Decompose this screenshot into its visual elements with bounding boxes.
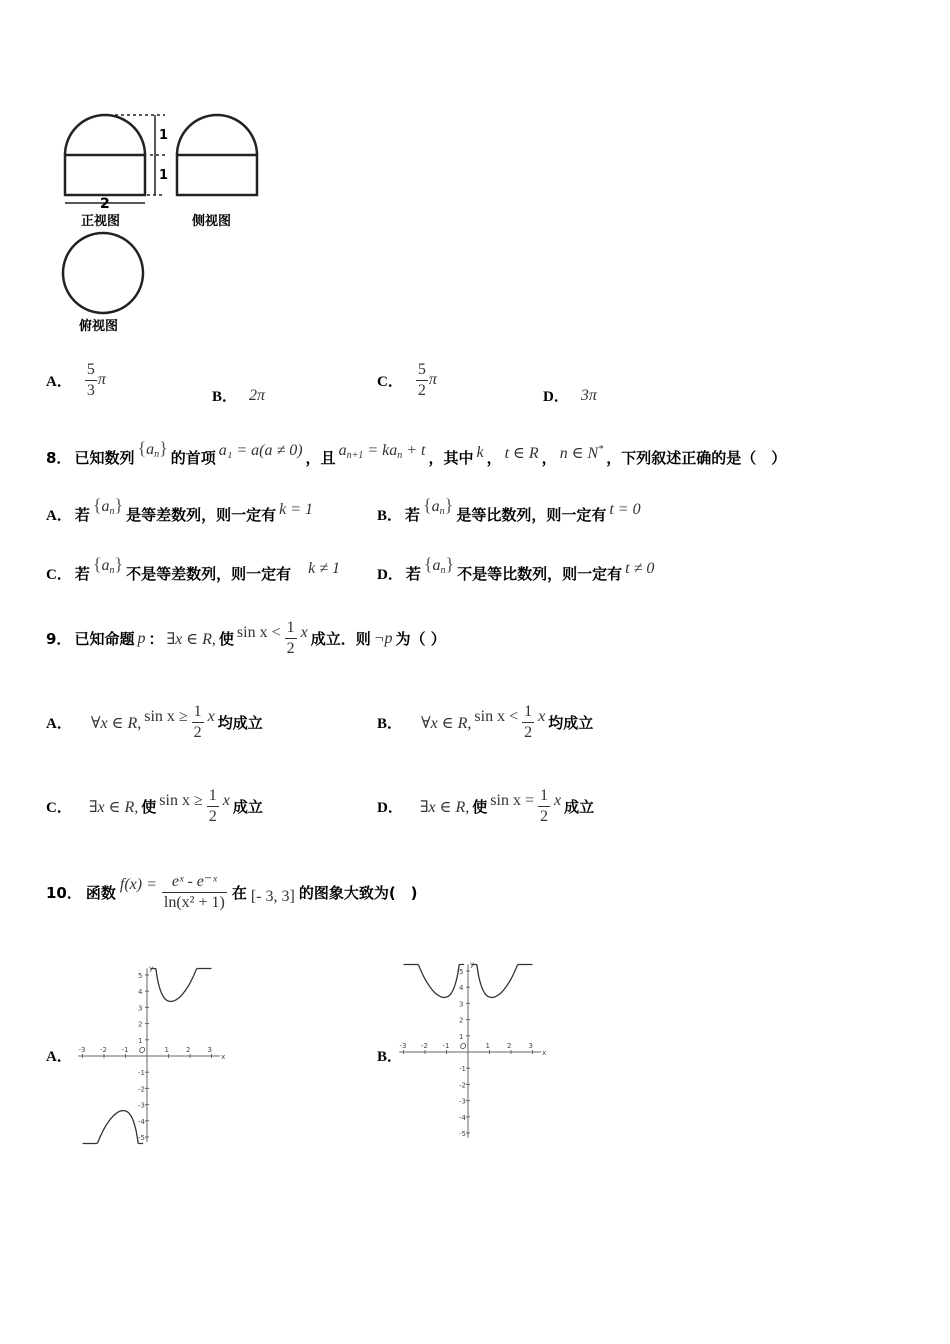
- q10-option-b[interactable]: B．: [377, 1049, 403, 1065]
- dim-width-label: 2: [100, 196, 110, 212]
- graph-a-ytick-label: 5: [138, 972, 143, 980]
- graph-a-xtick-label: -2: [100, 1046, 107, 1054]
- graph-a-ytick-label: 2: [138, 1020, 143, 1029]
- q8-option-c[interactable]: C． 若 $\{a_n\}$ 不是等差数列，则一定有 k ≠ 1: [46, 554, 341, 583]
- q10-graph-b: [399, 955, 553, 1145]
- graph-a-curve: [151, 969, 212, 1002]
- front-view-label: 正视图: [81, 214, 121, 229]
- graph-a-xtick-label: -3: [78, 1046, 86, 1054]
- q9-stem: 9． 已知命题 p ： ∃x ∈ R, 使 sin x < $\frac{1}{2}$ x 成立．则 ¬p 为（ ）: [46, 619, 446, 657]
- graph-a-ytick-label: -1: [138, 1069, 145, 1078]
- graph-a-ytick-label: 1: [138, 1036, 143, 1045]
- graph-a-curve: [83, 1111, 144, 1144]
- graph-b-origin: O: [460, 1042, 467, 1051]
- graph-b-ytick-label: -3: [459, 1097, 466, 1106]
- graph-b-xtick-label: -1: [442, 1042, 450, 1050]
- q10-function-fraction: $\frac{\text{eˣ - e⁻ˣ}}{\text{ln(x² + 1)}}$: [163, 873, 225, 911]
- graph-a-ytick-label: -4: [138, 1117, 145, 1126]
- graph-b-ytick-label: -2: [459, 1081, 466, 1090]
- q9-option-c[interactable]: C． ∃x ∈ R, 使 sin x ≥ $\frac{1}{2}$ x 成立: [46, 787, 263, 825]
- dim-bottom-label: 1: [159, 168, 169, 183]
- graph-a-origin: O: [139, 1046, 146, 1055]
- graph-b-ytick-label: -1: [459, 1065, 466, 1074]
- graph-b-ytick-label: 1: [459, 1032, 464, 1041]
- graph-a-ytick-label: -3: [138, 1101, 145, 1110]
- q8-option-b[interactable]: B． 若 $\{a_n\}$ 是等比数列，则一定有 t = 0: [377, 495, 641, 524]
- q7-option-b-letter: B．: [212, 389, 238, 405]
- q7-option-b-value: 2π: [249, 386, 266, 404]
- side-view-label: 侧视图: [192, 214, 232, 229]
- q8-first-term: a₁ = a(a ≠ 0): [218, 442, 303, 459]
- graph-b-ytick-label: -4: [459, 1113, 466, 1122]
- graph-b-ytick-label: 4: [459, 984, 464, 993]
- front-view: [65, 115, 145, 195]
- q10-graph-a: [78, 960, 232, 1145]
- q7-option-c[interactable]: C． $\frac{5}{2}$ π: [377, 361, 437, 399]
- graph-b-ytick-label: -5: [459, 1130, 466, 1138]
- q9-option-b[interactable]: B． ∀x ∈ R, sin x < $\frac{1}{2}$ x 均成立: [377, 703, 594, 741]
- q8-sequence: $\{a_n\}$: [137, 438, 168, 460]
- q7-option-d-value: 3π: [580, 386, 597, 404]
- graph-a-xtick-label: 2: [186, 1046, 191, 1054]
- q9-option-a[interactable]: A． ∀x ∈ R, sin x ≥ $\frac{1}{2}$ x 均成立: [46, 703, 263, 741]
- graph-a-ytick-label: -2: [138, 1085, 145, 1094]
- graph-a-xtick-label: -1: [121, 1046, 129, 1054]
- graph-b-y-label: y: [470, 960, 475, 969]
- q9-option-d[interactable]: D． ∃x ∈ R, 使 sin x = $\frac{1}{2}$ x 成立: [377, 787, 595, 825]
- graph-a-xtick-label: 3: [207, 1046, 212, 1054]
- q10-stem: 10． 函数 f(x) = $\frac{\text{eˣ - e⁻ˣ}}{\text{ln(x² + 1)}}$ 在 [- 3, 3] 的图象大致为( ): [46, 873, 418, 911]
- graph-b-ytick-label: 3: [459, 1000, 464, 1009]
- q10-option-a[interactable]: A．: [46, 1049, 72, 1065]
- graph-a-ytick-label: -5: [138, 1134, 145, 1142]
- graph-a-xtick-label: 1: [164, 1046, 169, 1054]
- graph-b-xtick-label: 3: [528, 1042, 533, 1050]
- q7-option-d-letter: D．: [543, 389, 569, 405]
- q7-option-c-letter: C．: [377, 374, 403, 390]
- side-view: [177, 115, 257, 195]
- q8-stem: 8． 已知数列 $\{a_n\}$ 的首项 a₁ = a(a ≠ 0) ，且 $a_{n+1} = ka_n + t$ ，其中 k ， t ∈ R ， n ∈ N* ，下列叙述正确的是（ ）: [46, 438, 787, 467]
- graph-a-ytick-label: 4: [138, 988, 143, 997]
- graph-a-ytick-label: 3: [138, 1004, 143, 1013]
- q8-option-d[interactable]: D． 若 $\{a_n\}$ 不是等比数列，则一定有 t ≠ 0: [377, 554, 655, 583]
- graph-b-curve: [472, 965, 533, 998]
- graph-a-x-label: x: [221, 1053, 226, 1061]
- top-view-label: 俯视图: [79, 319, 119, 334]
- graph-b-curve: [404, 965, 465, 998]
- graph-b-xtick-label: -3: [399, 1042, 407, 1050]
- graph-b-x-label: x: [542, 1049, 547, 1057]
- graph-b-ytick-label: 2: [459, 1016, 464, 1025]
- dim-top-label: 1: [159, 128, 169, 143]
- top-view: [63, 233, 143, 313]
- q7-option-d[interactable]: [543, 385, 597, 406]
- graph-b-ytick-label: 5: [459, 968, 464, 976]
- graph-a-y-label: y: [149, 964, 154, 973]
- three-view-figure: [55, 105, 275, 345]
- graph-b-xtick-label: 1: [485, 1042, 490, 1050]
- graph-b-xtick-label: 2: [507, 1042, 512, 1050]
- q7-option-a-letter: A．: [46, 374, 72, 390]
- q7-option-b[interactable]: [212, 385, 265, 406]
- graph-b-xtick-label: -2: [421, 1042, 428, 1050]
- q8-recurrence: $a_{n+1} = ka_n + t$: [338, 441, 426, 461]
- q8-option-a[interactable]: A． 若 $\{a_n\}$ 是等差数列，则一定有 k = 1: [46, 495, 314, 524]
- q7-option-a[interactable]: A． $\frac{5}{3}$ π: [46, 361, 106, 399]
